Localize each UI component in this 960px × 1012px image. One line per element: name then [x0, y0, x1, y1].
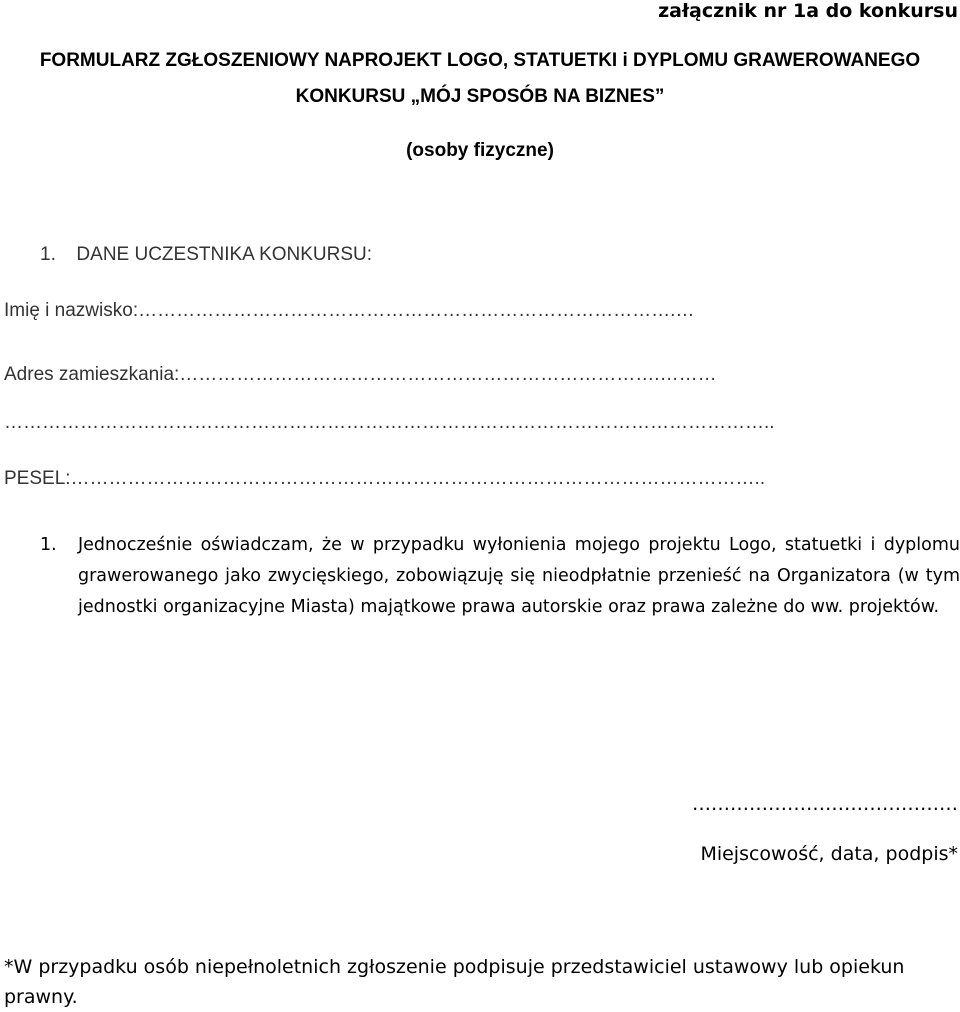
pesel-field: PESEL:……………………………………………………………………………………………….. [4, 468, 766, 489]
declaration-text: Jednocześnie oświadczam, że w przypadku wyłonienia mojego projektu Logo, statuetki i dyplomu grawerowanego jako zwycięskiego, zobowiązuję się nieodpłatnie przenieść na Organizatora (w tym jednostki organizacyjne Miasta) majątkowe prawa autorskie oraz prawa zależne do ww. projektów. [78, 535, 960, 617]
footnote: *W przypadku osób niepełnoletnich zgłoszenie podpisuje przedstawiciel ustawowy lub opiekun prawny. [4, 956, 905, 1008]
form-title-line-1: FORMULARZ ZGŁOSZENIOWY NAPROJEKT LOGO, STATUETKI i DYPLOMU GRAWEROWANEGO [39, 50, 921, 71]
address-field: Adres zamieszkania:………………………………………………………………….……… [4, 364, 717, 385]
annex-label: załącznik nr 1a do konkursu [658, 0, 958, 22]
signature-caption: Miejscowość, data, podpis* [700, 843, 958, 865]
signature-line: …………………………………… [692, 793, 958, 815]
section-title: DANE UCZESTNIKA KONKURSU: [76, 244, 373, 265]
section-heading [40, 244, 372, 266]
form-title-line-2: KONKURSU „MÓJ SPOSÓB NA BIZNES” [295, 86, 665, 107]
declaration-paragraph [40, 530, 960, 623]
declaration-number: 1. [40, 535, 57, 555]
section-number: 1. [40, 244, 56, 265]
name-field: Imię i nazwisko:………………………………………………………………………….… [4, 300, 695, 321]
address-field-continued: ………………………………………………………………………………………………………….. [4, 412, 775, 433]
form-subtitle: (osoby fizyczne) [406, 140, 554, 161]
